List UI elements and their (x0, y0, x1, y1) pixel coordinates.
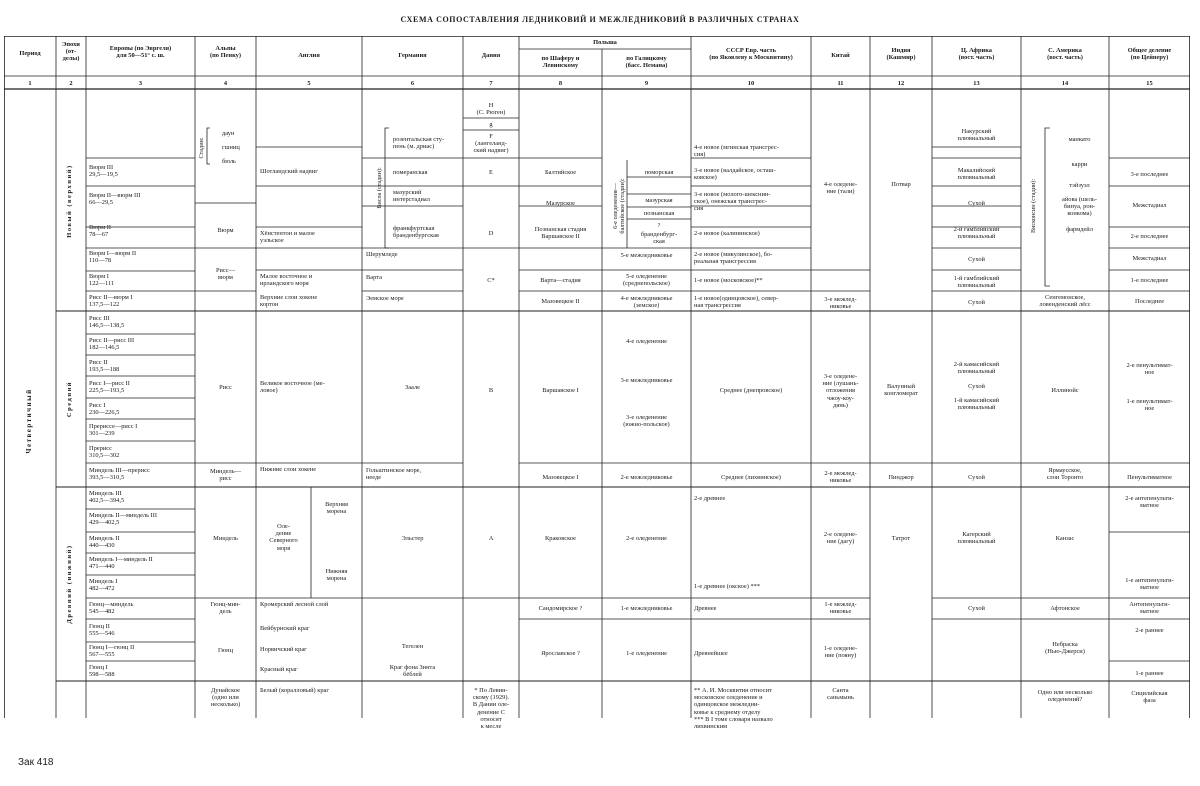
denmark-f: F (лангеланд- ский надвиг) (473, 133, 509, 155)
poland-b-question: ? (657, 222, 661, 229)
china-santa: Санта саньмынь (827, 687, 854, 702)
epoch-middle: Средний (66, 380, 73, 418)
ussr-new4: 4-е новое (мгинская трансгрес- сия) (694, 144, 779, 159)
ussr-new3b: 3-е новое (молого-шекснин- ское), онежская трансгрес- сия (694, 191, 771, 213)
alps-danube: Дунайское (одно или несколько) (210, 687, 241, 709)
epoch-ancient: Древний (нижний) (66, 544, 73, 624)
ussr-oldest-b: Древнее (694, 605, 717, 612)
england-upper-hoxne: Верхние слои хокене кортон (260, 294, 318, 309)
europe-row: Гюнц—миндель 545—482 (89, 601, 134, 616)
china-glaciation3: 3-е оледене- ние (лушань- отложения чжоу-коу- дянь) (822, 373, 859, 409)
poland-b-brandenburg: бранденбург- ская (640, 231, 678, 246)
header-india: Индия (Кашмир) (886, 47, 916, 62)
col-number: 3 (138, 80, 143, 87)
alps-stage-gschnitz: гшниц (222, 144, 240, 151)
africa-dry2: Сухой (968, 256, 985, 263)
europe-row: Рисс III 146,5—138,5 (89, 315, 125, 330)
general-early1: 1-е раннее (1135, 670, 1164, 677)
poland-b-interglacial3: 3-е межледниковье (620, 377, 673, 384)
poland-a-sandomierz: Сандомирское ? (538, 605, 583, 612)
africa-dry1: Сухой (968, 200, 985, 207)
england-norwich: Норвичский краг (260, 646, 307, 653)
europe-row: Рисс II—вюрм I 137,5—122 (89, 294, 133, 309)
china-interglacial2: 2-е межлед- никовье (824, 470, 857, 485)
ussr-new1b: 1-е новое(одинцовское), север- ная трансгрессия (694, 295, 779, 310)
england-coralline: Белый (коралловый) краг (260, 687, 329, 694)
england-great-eastern: Великое восточное (ме- ловое) (260, 380, 325, 395)
header-poland-a: по Шаферу и Левинскому (541, 55, 580, 70)
india-boulder: Валунный конгломерат (884, 383, 918, 398)
germany-warthe: Варта (366, 274, 382, 281)
header-africa: Ц. Африка (вост. часть) (958, 47, 995, 62)
europe-row: Миндель I 482—472 (89, 578, 118, 593)
poland-a-masurian: Мазурское (545, 200, 576, 207)
england-red-crag: Красный краг (260, 666, 298, 673)
ussr-new2b: 2-е новое (микулинское), бо- реальная трансгрессия (694, 251, 773, 266)
europe-row: Прериссе—рисс I 301—239 (89, 423, 138, 438)
alps-wurm: Вюрм (217, 227, 234, 234)
poland-b-masurian: мазурская (645, 197, 673, 204)
header-period: Период (19, 50, 41, 57)
header-general: Общее деление (по Цейнеру) (1127, 47, 1172, 62)
col-number: 15 (1146, 80, 1153, 87)
col-number: 4 (223, 80, 228, 87)
poland-a-warsaw1: Варшавское I (542, 387, 579, 394)
europe-row: Вюрм I 122—111 (89, 273, 115, 288)
general-penult1: 1-е пенультимат- ное (1126, 398, 1173, 413)
general-interstadial2: Межстадиал (1132, 255, 1167, 262)
poland-b-interglacial5: 5-е межледниковье (620, 252, 673, 259)
col-number: 7 (489, 80, 493, 87)
col-number: 8 (558, 80, 563, 87)
poland-a-yaroslav: Ярославское ? (541, 650, 580, 657)
africa-dry6: Сухой (968, 605, 985, 612)
denmark-c: C* (487, 277, 495, 284)
poland-a-masovian1: Мазовецкое I (542, 474, 579, 481)
america-illinois: Иллинойс (1051, 387, 1079, 394)
general-penult2: 2-е пенультимат- ное (1126, 362, 1173, 377)
england-scottish: Шотландский надвиг (260, 168, 318, 175)
alps-stages-label: Стадии: (198, 137, 205, 159)
page-title: СХЕМА СОПОСТАВЛЕНИЯ ЛЕДНИКОВИЙ И МЕЖЛЕДНИКОВИЙ В РАЗЛИЧНЫХ СТРАНАХ (400, 15, 800, 24)
alps-riss: Рисс (219, 384, 232, 391)
general-last2: 2-е последнее (1130, 233, 1169, 240)
germany-vistula-label: Висла (стадии): (376, 167, 383, 209)
america-sangamon: Сенгемонское, ловенденский лёсс (1039, 294, 1091, 309)
col-number: 14 (1061, 80, 1069, 87)
america-question: Одно или несколько оледенений? (1037, 689, 1093, 704)
footer-order-number: Зак 418 (18, 757, 54, 768)
ussr-old2: 2-е древнее (694, 495, 726, 502)
india-potwar: Потвар (891, 181, 911, 188)
ussr-middle-likhvin: Среднее (лихвинское) (721, 474, 781, 481)
header-europe: Европы (по Эвргеля) для 50—51° с. ш. (109, 45, 172, 60)
europe-row: Миндель II 440—430 (89, 535, 120, 550)
poland-a-krakow: Краковское (545, 535, 576, 542)
china-glaciation4: 4-е оледене- ние (тали) (823, 181, 858, 196)
denmark-note: * По Левин- скому (1929). В Дании оле- денение С относят к месле (472, 687, 510, 731)
india-tatrot: Татрот (891, 535, 911, 542)
poland-a-masovian2: Мазовецкое II (541, 298, 580, 305)
england-lower-moraine: Нижняя морена (325, 568, 348, 583)
europe-row: Вюрм III 29,5—19,5 (89, 164, 118, 179)
alps-stage-buhl: бюль (222, 158, 236, 165)
england-weybourne: Вейбурнский краг (260, 625, 310, 632)
germany-masurian: мазурский интерстадиал (393, 189, 430, 204)
poland-a-warta: Варта—стадия (540, 277, 581, 284)
period-label: Четвертичный (25, 388, 33, 454)
general-early2: 2-е раннее (1135, 627, 1164, 634)
col-number: 10 (747, 80, 755, 87)
germany-frankfurt: франкфуртская бранденбургская (393, 225, 439, 240)
general-last3: 3-е последнее (1130, 171, 1169, 178)
germany-saale: Заале (405, 384, 420, 391)
africa-dry3: Сухой (968, 299, 985, 306)
germany-holstein: Гольштинское море, нееде (366, 467, 422, 482)
poland-b-poznan: познанская (643, 210, 675, 217)
denmark-d: D (488, 230, 494, 237)
germany-sherumelde: Шерумледе (366, 251, 398, 258)
europe-row: Гюнц II 555—546 (89, 623, 115, 638)
england-north-sea: Оле- дение Северного моря (269, 523, 298, 552)
europe-row: Вюрм I—вюрм II 110—78 (89, 250, 137, 265)
col-number: 6 (410, 80, 415, 87)
europe-row: Рисс II—рисс III 182—146,5 (89, 337, 135, 352)
general-interstadial1: Межстадиал (1132, 202, 1167, 209)
general-antepen1: 1-е антепенульти- матное (1125, 577, 1174, 592)
header-poland: Польша (593, 39, 617, 46)
header-denmark: Дания (481, 52, 501, 59)
col-number: 12 (897, 80, 905, 87)
india-pinjor: Пинджор (888, 474, 914, 481)
europe-row: Гюнц I—гюнц II 567—555 (89, 644, 135, 659)
alps-gunz-mindel: Гюнц-мин- дель (210, 601, 241, 616)
africa-dry4: Сухой (968, 383, 985, 390)
germany-pomeranian: померанская (393, 169, 428, 176)
europe-row: Рисс I 230—226,5 (89, 402, 120, 417)
europe-row: Миндель II—миндель III 429—402,5 (89, 512, 158, 527)
general-sicilian: Сицилийская фаза (1131, 690, 1168, 705)
poland-b-interglacial4: 4-е межледниковье (эемское) (620, 295, 673, 310)
america-wisconsin-label: Висконсин (стадии): (1030, 178, 1037, 234)
europe-row: Рисс II 193,5—188 (89, 359, 120, 374)
alps-mindel: Миндель (213, 535, 238, 542)
africa-gamblian2: 2-й гамблийский плювиальный (953, 226, 1000, 241)
poland-a-baltic: Балтийское (544, 169, 577, 176)
america-kansas: Канзас (1055, 535, 1075, 542)
alps-mindel-riss: Миндель— рисс (209, 468, 242, 483)
germany-eemian: Эемское море (366, 295, 404, 302)
america-mankato: манкато (1068, 136, 1091, 143)
col-number: 5 (307, 80, 311, 87)
europe-row: Гюнц I 598—588 (89, 664, 115, 679)
header-epochs: Эпохи (от- делы) (62, 41, 80, 63)
general-antepen2: 2-е антепенульти- матное (1125, 495, 1174, 510)
col-number: 1 (28, 80, 32, 87)
header-alps: Альпы (по Пенку) (209, 45, 241, 60)
header-america: С. Америка (вост. часть) (1047, 47, 1083, 62)
ussr-middle: Среднее (днепровское) (719, 387, 783, 394)
poland-b-side-label: 6-е оледенение— балтийское (стадии): (612, 178, 626, 234)
denmark-a: A (488, 535, 494, 542)
europe-row: Вюрм II—вюрм III 66—29,5 (89, 192, 141, 207)
general-penult: Пенультиматное (1127, 474, 1172, 481)
header-poland-b: по Галицкому (басс. Немана) (625, 55, 668, 70)
america-yarmouth: Ярмаусское, слои Торонто (1046, 467, 1084, 482)
col-number: 11 (837, 80, 844, 87)
america-aftonian: Афтонское (1050, 605, 1080, 612)
epoch-new: Новый (верхний) (66, 164, 73, 238)
poland-b-glaciation4: 4-е оледенение (626, 338, 667, 345)
alps-gunz: Гюнц (218, 647, 233, 654)
ussr-new2: 2-е новое (калининское) (694, 230, 760, 237)
england-hessle: Хёнстентон и малое уэльское (260, 230, 315, 245)
africa-kamasian2: 2-й камасийский плювиальный (953, 361, 1000, 376)
germany-elster: Эльстер (401, 535, 424, 542)
europe-row: Миндель III—прерисс 393,5—310,5 (89, 467, 150, 482)
america-iowa: айова (шель- бинуа, рон- конкома) (1062, 196, 1097, 218)
america-farmdale: фармдейл (1066, 226, 1093, 233)
col-number: 9 (644, 80, 649, 87)
header-china: Китай (831, 52, 850, 59)
general-last: Последнее (1134, 298, 1165, 305)
alps-stage-daun: даун (222, 130, 235, 137)
europe-row: Миндель III 402,5—394,5 (89, 490, 125, 505)
africa-dry5: Сухой (968, 474, 985, 481)
china-interglacial3: 3-е межлед- никовье (824, 296, 857, 311)
poland-b-pomeranian: поморская (644, 169, 674, 176)
china-glaciation2: 2-е оледене- ние (дагу) (823, 531, 858, 546)
general-last1: 1-е последнее (1130, 277, 1169, 284)
africa-nakuru: Накурский плювиальный (957, 128, 996, 143)
china-glaciation1: 1-е оледене- ние (пояну) (823, 645, 858, 660)
ussr-old1: 1-е древнее (окское) *** (694, 583, 761, 590)
ussr-note: ** А. И. Москвитин относит московское оледенение и одинцовское межледни- ковье к среднему отделу *** В I томе словаря назвало лихвинским (694, 687, 773, 731)
poland-b-interglacial2: 2-е межледниковье (620, 474, 673, 481)
col-number: 2 (69, 80, 73, 87)
england-irish-sea: Малое восточное и ирландского моря (260, 273, 313, 288)
europe-row: Миндель I—миндель II 471—440 (89, 556, 153, 571)
poland-b-glaciation5: 5-е оледенение (среднепольское) (623, 273, 670, 288)
england-cromer: Кромерский лесной слой (260, 601, 329, 608)
denmark-g: g (489, 121, 493, 128)
europe-row: Рисс I—рисс II 225,5—193,5 (89, 380, 130, 395)
china-interglacial1: 1-е межлед- никовье (824, 601, 857, 616)
poland-b-glaciation3: 3-е оледенение (южно-польское) (623, 414, 670, 429)
africa-gamblian1: 1-й гамблийский плювиальный (953, 275, 1000, 290)
america-nebraska: Небраска (Нью-Джерси) (1045, 641, 1085, 656)
europe-row: Прерисс 310,5—302 (89, 445, 120, 460)
alps-riss-wurm: Рисс— вюрм (215, 267, 236, 282)
germany-tegelen: Тегелен (401, 643, 424, 650)
general-antepen: Антепенульти- матное (1129, 601, 1170, 616)
ussr-new1: 1-е новое (московское)** (694, 277, 763, 284)
col-number: 13 (973, 80, 980, 87)
england-upper-moraine: Верхняя морена (325, 501, 348, 516)
europe-row: Вюрм II 78—67 (89, 224, 112, 239)
america-tazewell: тэйзуэл (1069, 182, 1090, 189)
africa-makalian: Макалийский плювиальный (957, 167, 996, 182)
header-ussr: СССР Евр. часть (по Яковлеву к Москвитину) (709, 47, 793, 62)
poland-b-glaciation2: 2-е оледенение (626, 535, 667, 542)
denmark-h: H (С. Рюген) (476, 102, 506, 117)
germany-zinta: Краг фона Зинта бёблей (389, 664, 436, 679)
poland-b-glaciation1: 1-е оледенение (626, 650, 667, 657)
africa-kamasian1: 1-й камасийский плювиальный (953, 397, 1000, 412)
germany-rosenthal: розентальская сту- пень (м. дриас) (393, 136, 445, 151)
america-cary: карри (1071, 161, 1088, 168)
header-england: Англия (298, 52, 320, 59)
ussr-new3: 3-е новое (валдайское, осташ- ковское) (694, 167, 776, 182)
england-lower-hoxne: Нижние слои хокене (260, 466, 317, 473)
ussr-oldest: Древнейшее (694, 650, 728, 657)
denmark-e: E (489, 169, 493, 176)
poland-a-poznan: Познанская стадия Варшавское II (534, 226, 587, 241)
africa-kageran: Кагерский плювиальный (957, 531, 996, 546)
denmark-b: B (488, 387, 494, 394)
correlation-table (4, 36, 1190, 731)
header-germany: Германия (398, 52, 427, 59)
poland-b-interglacial1: 1-е межледниковье (620, 605, 673, 612)
